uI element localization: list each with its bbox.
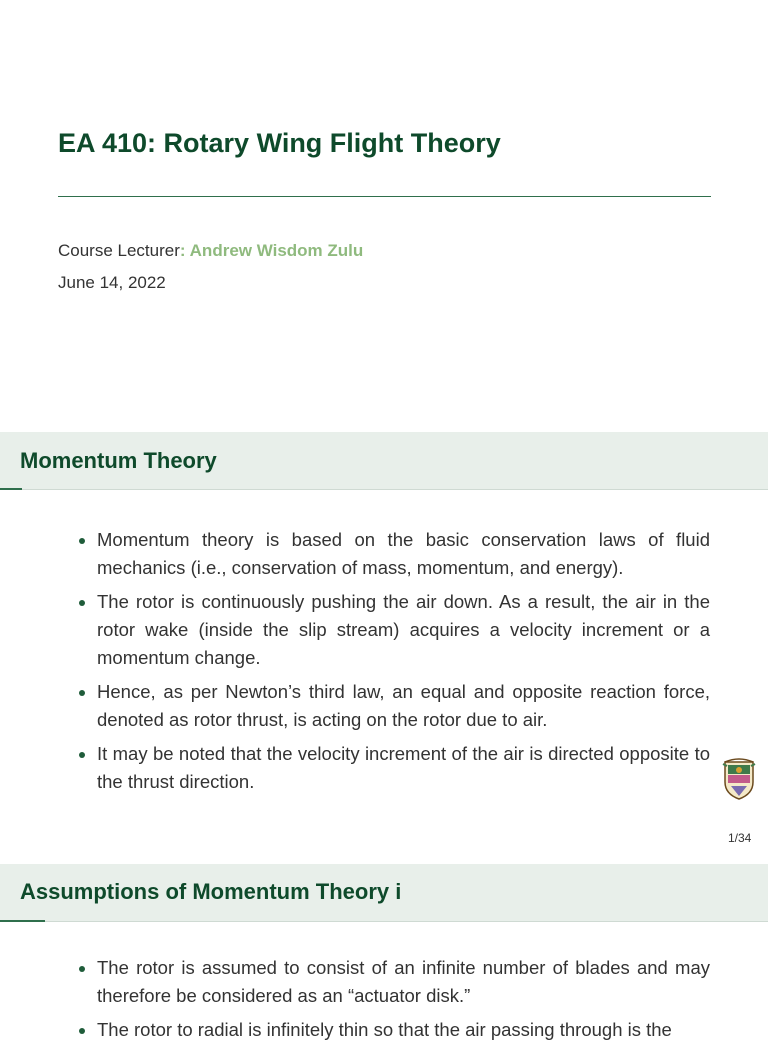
bullet-icon — [79, 1028, 85, 1034]
progress-indicator — [0, 488, 22, 490]
title-divider — [58, 196, 711, 197]
bullet-list — [76, 954, 710, 1050]
progress-indicator — [0, 920, 45, 922]
lecturer-line — [58, 241, 363, 261]
frame-title: Momentum Theory — [20, 448, 217, 473]
bullet-text: The rotor to radial is infinitely thin so that the air passing through is the — [97, 1019, 672, 1040]
frame-title: Assumptions of Momentum Theory i — [20, 879, 402, 904]
bullet-icon — [79, 538, 85, 544]
bullet-icon — [79, 966, 85, 972]
bullet-icon — [79, 600, 85, 606]
list-item — [76, 1016, 710, 1044]
university-crest-icon — [721, 756, 757, 800]
list-item — [76, 740, 710, 796]
list-item — [76, 678, 710, 734]
lecturer-separator: : — [179, 241, 190, 260]
list-item — [76, 588, 710, 672]
lecturer-name: Andrew Wisdom Zulu — [189, 241, 364, 260]
presentation-date: June 14, 2022 — [58, 273, 166, 292]
bullet-text: Momentum theory is based on the basic conservation laws of fluid mechanics (i.e., conservation of mass, momentum, and energy). — [97, 529, 710, 578]
bullet-text: Hence, as per Newton’s third law, an equal and opposite reaction force, denoted as rotor thrust, is acting on the rotor due to air. — [97, 681, 710, 730]
list-item — [76, 526, 710, 582]
title-slide — [0, 0, 768, 432]
bullet-icon — [79, 752, 85, 758]
bullet-list — [76, 526, 710, 802]
presentation-title: EA 410: Rotary Wing Flight Theory — [58, 128, 501, 158]
bullet-text: The rotor is continuously pushing the air down. As a result, the air in the rotor wake (inside the slip stream) acquires a velocity increment or a momentum change. — [97, 591, 710, 668]
frame-header-momentum-theory — [0, 432, 768, 490]
page-number: 1/34 — [728, 831, 752, 845]
bullet-text: The rotor is assumed to consist of an infinite number of blades and may therefore be considered as an “actuator disk.” — [97, 957, 710, 1006]
lecturer-label: Course Lecturer — [58, 241, 180, 260]
bullet-text: It may be noted that the velocity increment of the air is directed opposite to the thrust direction. — [97, 743, 710, 792]
list-item — [76, 954, 710, 1010]
frame-header-assumptions — [0, 864, 768, 922]
bullet-icon — [79, 690, 85, 696]
